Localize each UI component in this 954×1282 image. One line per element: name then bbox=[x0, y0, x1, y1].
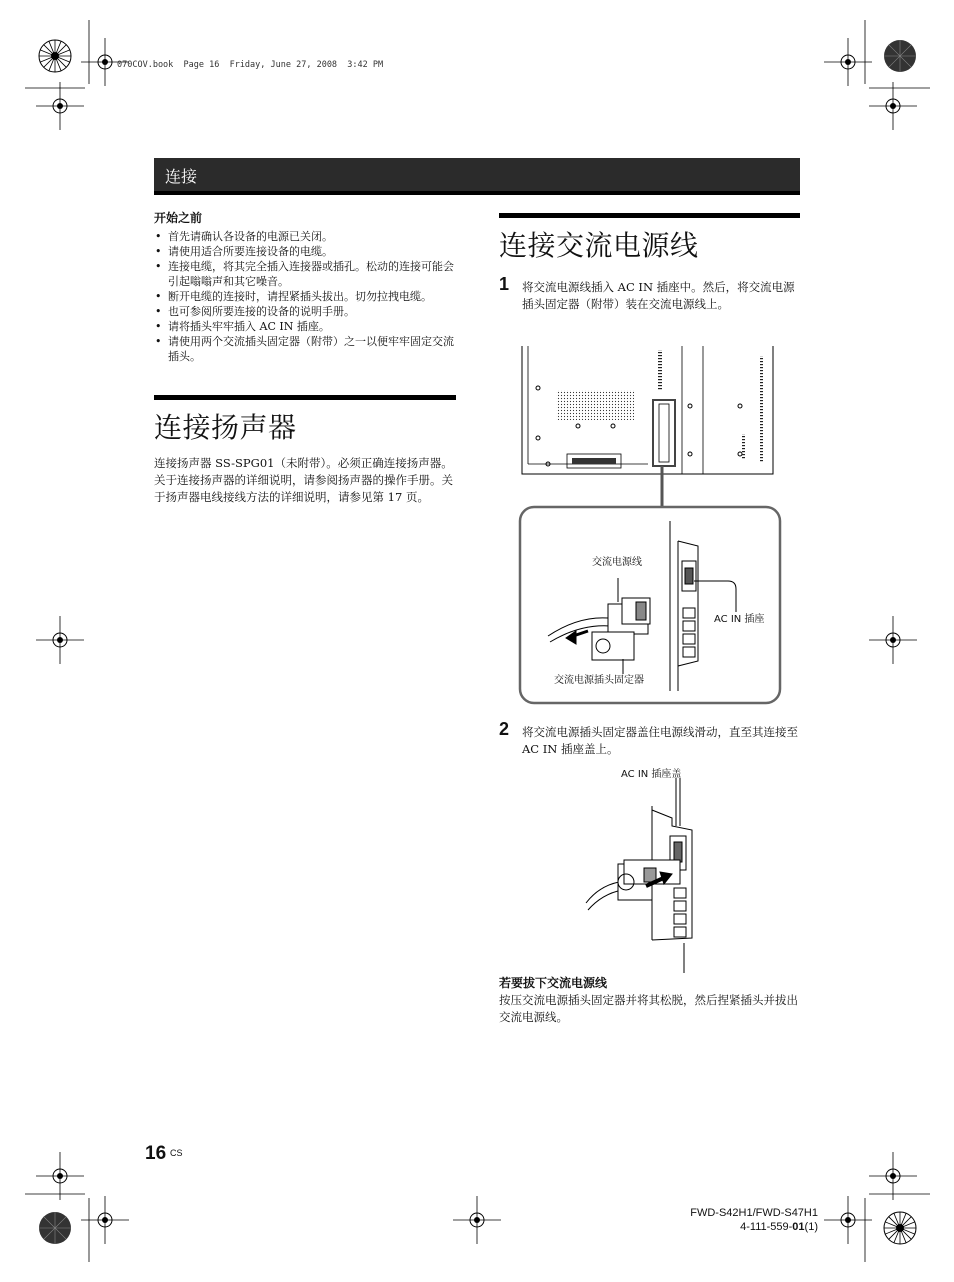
ac-in-socket-label: AC IN 插座 bbox=[714, 614, 765, 625]
step-2-number: 2 bbox=[499, 719, 510, 739]
step-2-text: 将交流电源插头固定器盖住电源线滑动，直至其连接至 AC IN 插座盖上。 bbox=[522, 725, 798, 756]
list-item: • 首先请确认各设备的电源已关闭。 bbox=[155, 230, 333, 243]
before-start-heading: 开始之前 bbox=[154, 211, 203, 225]
section-title: 连接 bbox=[165, 167, 198, 186]
list-item: • 断开电缆的连接时，请捏紧插头拔出。切勿拉拽电缆。 bbox=[155, 290, 432, 303]
before-start-list bbox=[154, 229, 456, 364]
ac-in-figure bbox=[518, 346, 780, 706]
section-bar-underline bbox=[154, 191, 800, 195]
speakers-rule bbox=[154, 395, 456, 400]
ac-cord-title: 连接交流电源线 bbox=[499, 229, 699, 262]
book-info: 070COV.book Page 16 Friday, June 27, 2008 3:42 PM bbox=[117, 60, 384, 70]
ac-cord-rule bbox=[499, 213, 800, 218]
list-item: • 请使用两个交流插头固定器（附带）之一以便牢牢固定交流插头。 bbox=[155, 335, 454, 363]
remove-heading: 若要拔下交流电源线 bbox=[499, 976, 608, 990]
plug-holder-label: 交流电源插头固定器 bbox=[554, 675, 644, 686]
page-number: 16 bbox=[145, 1143, 167, 1164]
model-info bbox=[650, 1206, 818, 1234]
step-1-number: 1 bbox=[499, 274, 510, 294]
power-cord-label: 交流电源线 bbox=[592, 557, 642, 568]
model-name: FWD-S42H1/FWD-S47H1 bbox=[690, 1207, 818, 1219]
ac-in-cover-label: AC IN 插座盖 bbox=[621, 769, 682, 780]
plug-holder-figure bbox=[584, 778, 704, 973]
speakers-body: 连接扬声器 SS-SPG01（未附带）。必须正确连接扬声器。关于连接扬声器的详细说明，请参阅扬声器的操作手册。关于扬声器电线接线方法的详细说明，请参见第 17 页。 bbox=[154, 456, 453, 504]
list-item: • 请使用适合所要连接设备的电缆。 bbox=[155, 245, 333, 258]
section-bar bbox=[154, 158, 800, 191]
speakers-title: 连接扬声器 bbox=[154, 411, 297, 444]
doc-number: 4-111-559-01(1) bbox=[740, 1221, 818, 1233]
tv-rear-illustration bbox=[522, 346, 773, 474]
step-1-text: 将交流电源线插入 AC IN 插座中。然后，将交流电源插头固定器（附带）装在交流电源线上。 bbox=[522, 280, 795, 311]
remove-body: 按压交流电源插头固定器并将其松脱，然后捏紧插头并拔出交流电源线。 bbox=[499, 993, 798, 1024]
page-number-suffix: CS bbox=[170, 1148, 183, 1158]
list-item: • 也可参阅所要连接的设备的说明手册。 bbox=[155, 305, 355, 318]
ac-in-closeup bbox=[548, 521, 736, 691]
list-item: • 连接电缆，将其完全插入连接器或插孔。松动的连接可能会引起嗡嗡声和其它噪音。 bbox=[155, 260, 454, 288]
list-item: • 请将插头牢牢插入 AC IN 插座。 bbox=[155, 320, 330, 333]
